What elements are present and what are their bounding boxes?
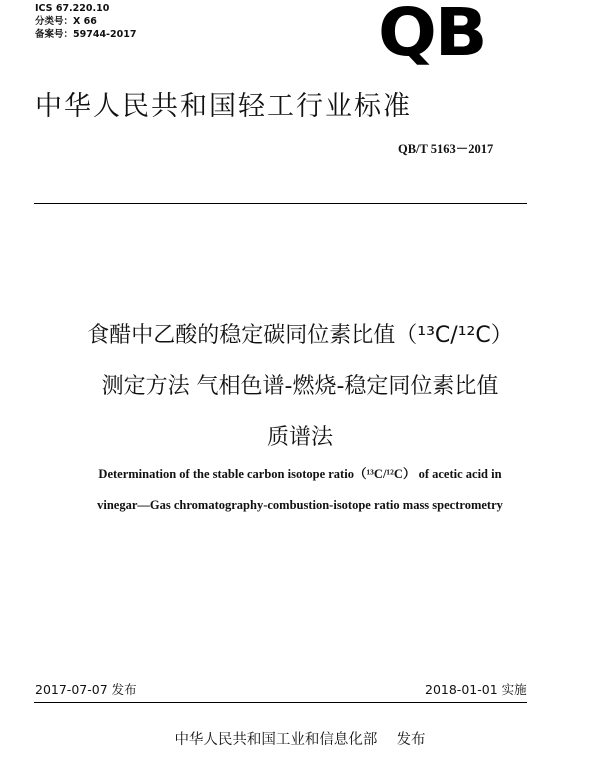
- standard-number: QB/T 5163－2017: [398, 142, 494, 156]
- industry-standard-title: 中华人民共和国轻工行业标准: [35, 91, 412, 122]
- document-metadata: [35, 2, 136, 41]
- footer-divider: [34, 702, 527, 703]
- title-cn-line-1: 食醋中乙酸的稳定碳同位素比值（¹³C/¹²C）: [87, 323, 513, 348]
- title-en-line-2: vinegar—Gas chromatography-combustion-isotope ratio mass spectrometry: [97, 498, 503, 512]
- issue-date: 2017-07-07 发布: [35, 682, 137, 697]
- implementation-date: 2018-01-01 实施: [425, 682, 527, 697]
- title-en-line-1: Determination of the stable carbon isotope ratio（¹³C/¹²C） of acetic acid in: [98, 467, 502, 481]
- header-divider: [34, 203, 527, 204]
- title-cn-line-2: 测定方法 气相色谱-燃烧-稳定同位素比值: [101, 374, 499, 399]
- issuing-authority: 中华人民共和国工业和信息化部 发布: [174, 732, 426, 748]
- title-cn-line-3: 质谱法: [266, 425, 333, 450]
- classification-number: 分类号：X 66: [35, 16, 97, 27]
- ics-code: ICS 67.220.10: [35, 3, 110, 14]
- qb-logo: QB: [378, 0, 486, 71]
- record-number: 备案号：59744-2017: [35, 29, 137, 40]
